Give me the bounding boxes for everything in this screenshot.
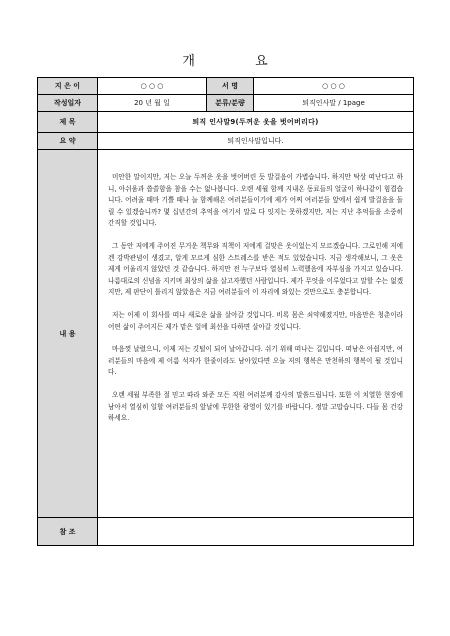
summary-value: 퇴직인사말입니다. bbox=[98, 133, 414, 150]
content-row bbox=[38, 150, 414, 518]
date-label: 작성일자 bbox=[38, 95, 98, 112]
notes-label: 참 조 bbox=[38, 518, 98, 546]
summary-label: 요 약 bbox=[38, 133, 98, 150]
content-body bbox=[98, 150, 414, 518]
signature-label: 서 명 bbox=[207, 78, 254, 95]
content-paragraph-4: 마음껏 날렸으니, 이제 저는 깃털이 되어 날아갑니다. 쉬기 위해 떠나는 길입니다. 떠남은 아쉽지만, 여러분들의 마음에 제 이름 석자가 한줄이라도 남아있다면 오늘 저의 행복은 만천하의 행복이 될 것입니다. bbox=[108, 345, 403, 377]
content-label: 내 용 bbox=[38, 150, 98, 518]
author-row bbox=[38, 78, 414, 95]
category-value: 퇴직인사말 / 1page bbox=[254, 95, 414, 112]
subject-value: 퇴직 인사말9(두꺼운 옷을 벗어버리다) bbox=[98, 112, 414, 133]
document-form bbox=[37, 77, 414, 546]
date-value: 20 년 월 일 bbox=[98, 95, 207, 112]
summary-row bbox=[38, 133, 414, 150]
subject-row bbox=[38, 112, 414, 133]
author-value: ○ ○ ○ bbox=[98, 78, 207, 95]
content-paragraph-3: 저는 이제 이 회사를 떠나 새로운 삶을 살아갈 것입니다. 비록 몸은 쇠약해졌지만, 마음만은 청춘이라 어떤 삶이 주어지든 제가 맡은 일에 최선을 다하면 살아갈 것입니다. bbox=[108, 310, 403, 331]
page-title: 개 요 bbox=[182, 54, 296, 69]
content-paragraph-2: 그 동안 저에게 주어진 무거운 책무와 직책이 저에게 걸맞은 옷이었는지 모르겠습니다. 그로인해 저에겐 강박관념이 생겼고, 알게 모르게 심한 스트레스를 받은 적도 있었습니다. 지금 생각해보니, 그 옷은 제게 어울리지 않았던 것 같습니다. 하지만 전 누구보다 열심히 노력했음에 자부심을 가지고 있습니다. 나름대로의 신념을 지키며 최상의 삶을 살고자했던 사람입니다. 제가 무엇을 이루었다고 말할 수는 없겠지만, 제 판단이 틀리지 않았음은 지금 여러분들이 이 자리에 와있는 것만으로도 충분합니다. bbox=[108, 241, 403, 297]
subject-label: 제 목 bbox=[38, 112, 98, 133]
content-paragraph-5: 오랜 세월 부족한 절 믿고 따라 와준 모든 직원 여러분께 감사의 말씀드립니다. 또한 이 치열한 현장에 남아서 열심히 일할 여러분들의 앞날에 무한한 광영이 있기를 바랍니다. 정말 고맙습니다. 다들 몸 건강하세요. bbox=[108, 390, 403, 423]
notes-row bbox=[38, 518, 414, 546]
content-paragraph-1: 미안한 말이지만, 저는 오늘 두꺼운 옷을 벗어버린 듯 발걸음이 가볍습니다. 하지만 탁상 떠난다고 하니, 아쉬움과 씁쓸함을 참을 수는 없나봅니다. 오랜 세월 함께 지내온 동료들의 얼굴이 하나같이 힘겹습니다. 어려울 때마 기쁠 때나 늘 함께해온 여러분들이기에 제가 어찌 여러분들 앞에서 쉽게 발걸음을 돌릴 수 있겠습니까? 몇 십년간의 추억을 여기서 말로 다 잇지는 못하겠지만, 저는 지난 추억들을 소중히 간직할 것입니다. bbox=[108, 173, 403, 228]
date-row bbox=[38, 95, 414, 112]
author-label: 지 은 이 bbox=[38, 78, 98, 95]
signature-value: ○ ○ ○ bbox=[254, 78, 414, 95]
category-label: 분류/분량 bbox=[207, 95, 254, 112]
content-text bbox=[98, 150, 413, 442]
notes-value bbox=[98, 518, 414, 546]
